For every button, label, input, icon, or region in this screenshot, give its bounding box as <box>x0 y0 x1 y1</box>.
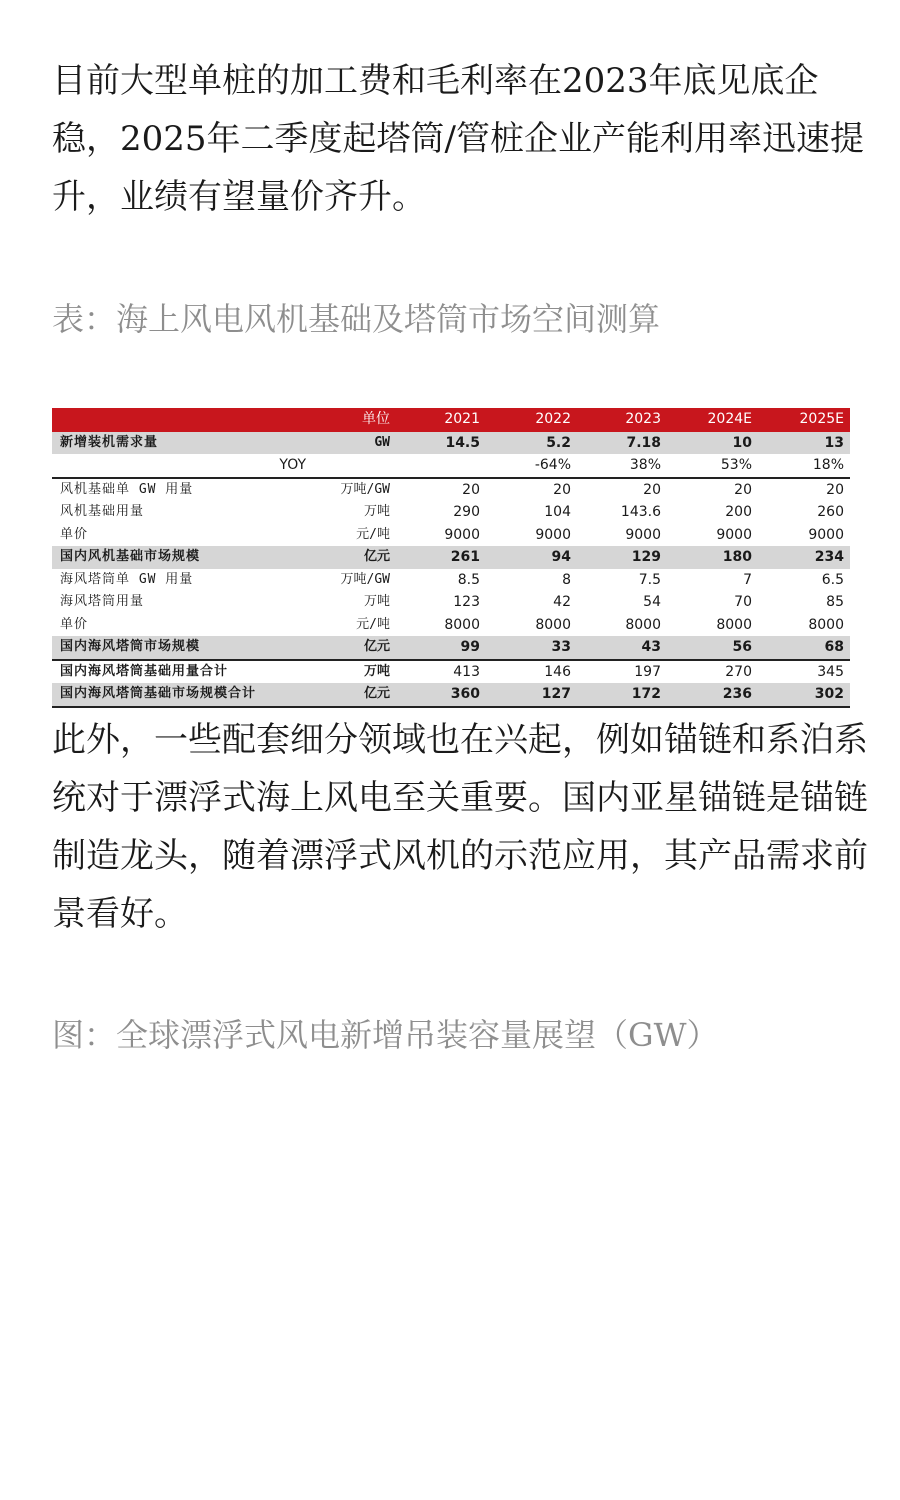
row-value: 20 <box>667 478 758 502</box>
row-label: 国内海风塔筒基础市场规模合计 <box>52 683 280 707</box>
table-row <box>52 614 850 637</box>
row-value: 104 <box>544 504 571 520</box>
row-value: 197 <box>577 660 667 684</box>
row-value: 8000 <box>716 616 752 633</box>
row-label: 海风塔筒用量 <box>60 594 145 609</box>
header-year-cell: 2025E <box>758 408 850 431</box>
table-header-row <box>52 408 850 431</box>
row-value: 70 <box>734 594 752 610</box>
row-value: 345 <box>758 660 850 684</box>
row-value <box>396 454 486 478</box>
header-unit-cell: 单位 <box>280 408 396 431</box>
row-label: 单价 <box>60 616 89 632</box>
row-label: 国内海风塔筒基础用量合计 <box>52 660 280 684</box>
row-value: 360 <box>396 683 486 707</box>
table-row <box>52 591 850 614</box>
row-value: 18% <box>812 457 844 473</box>
row-value: 33 <box>486 636 577 660</box>
row-unit: 亿元 <box>280 636 396 660</box>
row-unit: 万吨 <box>363 504 390 519</box>
table-row <box>52 683 850 707</box>
row-value: 9000 <box>716 526 752 543</box>
header-label-cell <box>52 408 280 431</box>
row-unit: 万吨/GW <box>340 571 390 587</box>
row-value: 7.18 <box>577 431 667 454</box>
row-value: 14.5 <box>396 431 486 454</box>
row-value: 20 <box>486 478 577 502</box>
row-value: 7.5 <box>638 571 661 588</box>
row-unit: GW <box>280 431 396 454</box>
row-value: 8000 <box>535 616 571 633</box>
row-value: 8.5 <box>457 571 480 588</box>
row-value: 9000 <box>808 526 844 543</box>
row-unit: 亿元 <box>280 546 396 569</box>
header-year-cell: 2022 <box>486 408 577 431</box>
row-value: 68 <box>758 636 850 660</box>
row-unit: 万吨 <box>280 660 396 684</box>
row-value: 99 <box>396 636 486 660</box>
row-value: 129 <box>577 546 667 569</box>
row-value: 53% <box>720 457 752 473</box>
row-value: 85 <box>826 594 844 610</box>
table-row <box>52 431 850 454</box>
row-value: 43 <box>577 636 667 660</box>
row-value: 9000 <box>535 526 571 543</box>
row-value: 20 <box>577 478 667 502</box>
row-value: 123 <box>453 594 480 610</box>
row-label: 国内风机基础市场规模 <box>52 546 280 569</box>
row-unit: 万吨/GW <box>280 478 396 502</box>
table-row <box>52 546 850 569</box>
row-value: 94 <box>486 546 577 569</box>
row-value: 9000 <box>444 526 480 543</box>
row-value: 413 <box>396 660 486 684</box>
row-value: 8000 <box>625 616 661 633</box>
row-value: 260 <box>817 504 844 520</box>
row-label: 单价 <box>60 526 89 542</box>
row-unit: 元/吨 <box>356 526 390 542</box>
body-paragraph: 此外，一些配套细分领域也在兴起，例如锚链和系泊系统对于漂浮式海上风电至关重要。国内亚星锚链是锚链制造龙头，随着漂浮式风机的示范应用，其产品需求前景看好。 <box>52 720 868 934</box>
row-value: 9000 <box>625 526 661 543</box>
row-unit: 元/吨 <box>356 616 390 632</box>
table-row <box>52 501 850 524</box>
row-value: 20 <box>396 478 486 502</box>
row-value: 8 <box>562 571 571 588</box>
row-value: 6.5 <box>821 571 844 588</box>
row-label: 风机基础用量 <box>60 504 145 519</box>
row-value: 38% <box>629 457 661 473</box>
figure-caption: 图：全球漂浮式风电新增吊装容量展望（GW） <box>52 1016 719 1054</box>
row-value: 8000 <box>808 616 844 633</box>
row-value: 7 <box>743 571 752 588</box>
header-year-cell: 2023 <box>577 408 667 431</box>
row-value: 290 <box>453 504 480 520</box>
row-value: -64% <box>534 457 571 473</box>
row-value: 270 <box>667 660 758 684</box>
row-value: 54 <box>643 594 661 610</box>
row-value: 146 <box>486 660 577 684</box>
table-row <box>52 636 850 660</box>
table-caption: 表：海上风电风机基础及塔筒市场空间测算 <box>52 300 661 338</box>
row-value: 261 <box>396 546 486 569</box>
market-table <box>52 408 850 708</box>
row-label: 新增装机需求量 <box>52 431 280 454</box>
row-value: 56 <box>667 636 758 660</box>
row-value: 42 <box>553 594 571 610</box>
row-value: 236 <box>667 683 758 707</box>
row-value: 143.6 <box>620 504 661 520</box>
row-value: 200 <box>725 504 752 520</box>
table-row <box>52 660 850 684</box>
row-label: 海风塔筒单 GW 用量 <box>60 571 194 587</box>
row-value: 13 <box>758 431 850 454</box>
row-unit: 万吨 <box>363 594 390 609</box>
row-unit: 亿元 <box>280 683 396 707</box>
row-value: 8000 <box>444 616 480 633</box>
row-label: 国内海风塔筒市场规模 <box>52 636 280 660</box>
row-label: YOY <box>279 457 306 473</box>
table-row <box>52 524 850 547</box>
row-value: 127 <box>486 683 577 707</box>
row-value: 172 <box>577 683 667 707</box>
row-value: 10 <box>667 431 758 454</box>
table-row <box>52 478 850 502</box>
row-label: 风机基础单 GW 用量 <box>52 478 280 502</box>
row-value: 5.2 <box>486 431 577 454</box>
table-row <box>52 569 850 592</box>
header-year-cell: 2024E <box>667 408 758 431</box>
intro-paragraph: 目前大型单桩的加工费和毛利率在2023年底见底企稳，2025年二季度起塔筒/管桩企业产能利用率迅速提升，业绩有望量价齐升。 <box>52 61 864 217</box>
row-value: 234 <box>758 546 850 569</box>
row-value: 20 <box>758 478 850 502</box>
table-row <box>52 454 850 478</box>
row-value: 180 <box>667 546 758 569</box>
header-year-cell: 2021 <box>396 408 486 431</box>
row-value: 302 <box>758 683 850 707</box>
